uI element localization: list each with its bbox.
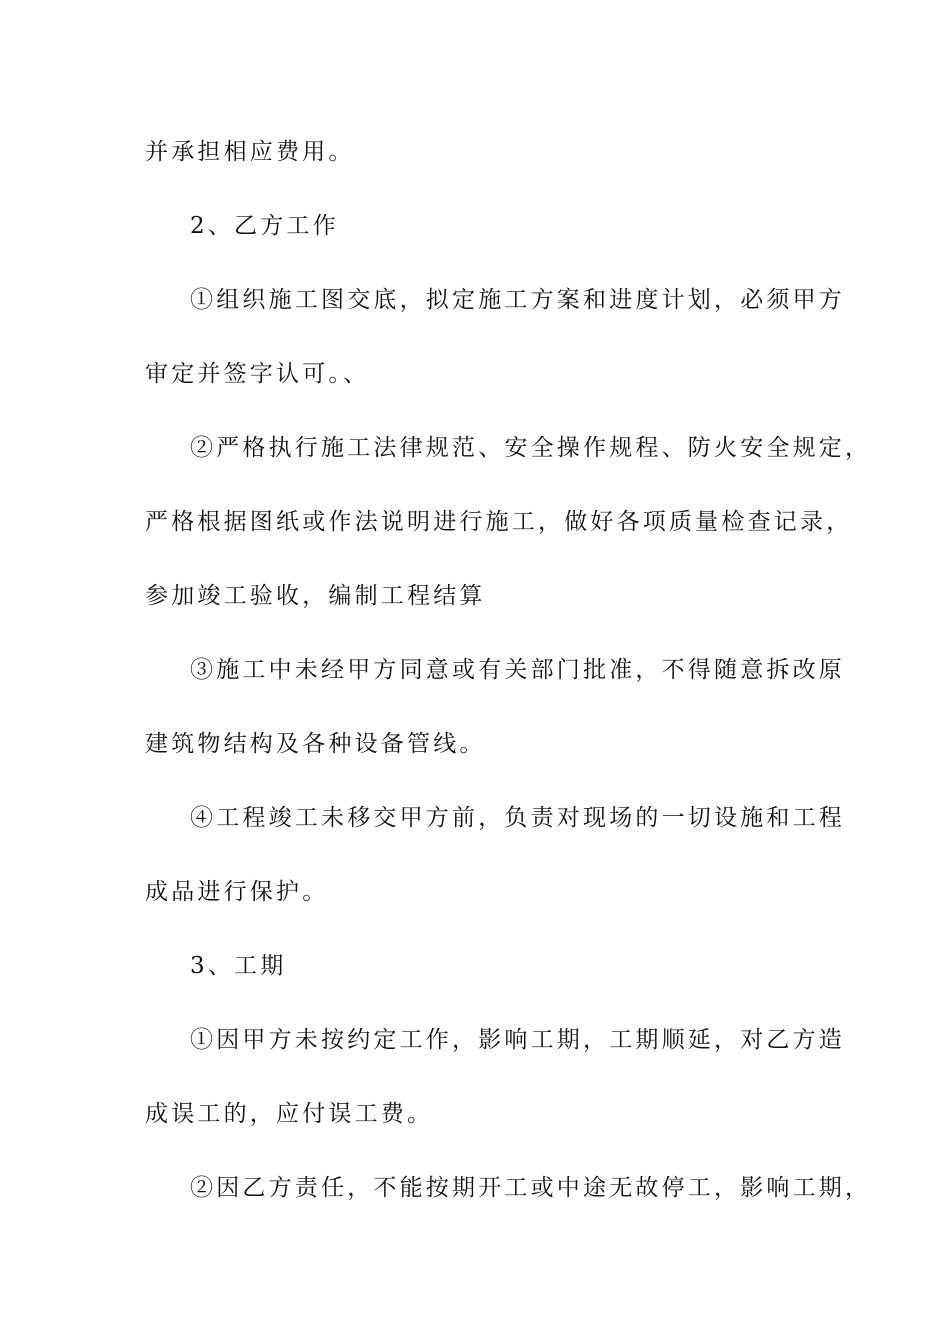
text-line-13: ①因甲方未按约定工作，影响工期，工期顺延，对乙方造: [190, 1027, 845, 1053]
text-line-10: ④工程竣工未移交甲方前，负责对现场的一切设施和工程: [190, 805, 845, 831]
text-line-3: ①组织施工图交底，拟定施工方案和进度计划，必须甲方: [190, 287, 845, 313]
text-line-6: 严格根据图纸或作法说明进行施工，做好各项质量检查记录，: [145, 509, 853, 535]
text-line-5: ②严格执行施工法律规范、安全操作规程、防火安全规定，: [190, 435, 872, 461]
text-line-11: 成品进行保护。: [145, 879, 329, 905]
text-line-7: 参加竣工验收，编制工程结算: [145, 583, 486, 609]
text-line-4: 审定并签字认可。、: [145, 361, 370, 387]
section-heading-2: 2、乙方工作: [190, 213, 339, 239]
text-line-15: ②因乙方责任，不能按期开工或中途无故停工，影响工期，: [190, 1175, 872, 1201]
section-heading-3: 3、工期: [190, 953, 287, 979]
text-line-8: ③施工中未经甲方同意或有关部门批准，不得随意拆改原: [190, 657, 845, 683]
text-line-14: 成误工的，应付误工费。: [145, 1101, 434, 1127]
text-line-1: 并承担相应费用。: [145, 139, 355, 165]
text-line-9: 建筑物结构及各种设备管线。: [145, 731, 486, 757]
